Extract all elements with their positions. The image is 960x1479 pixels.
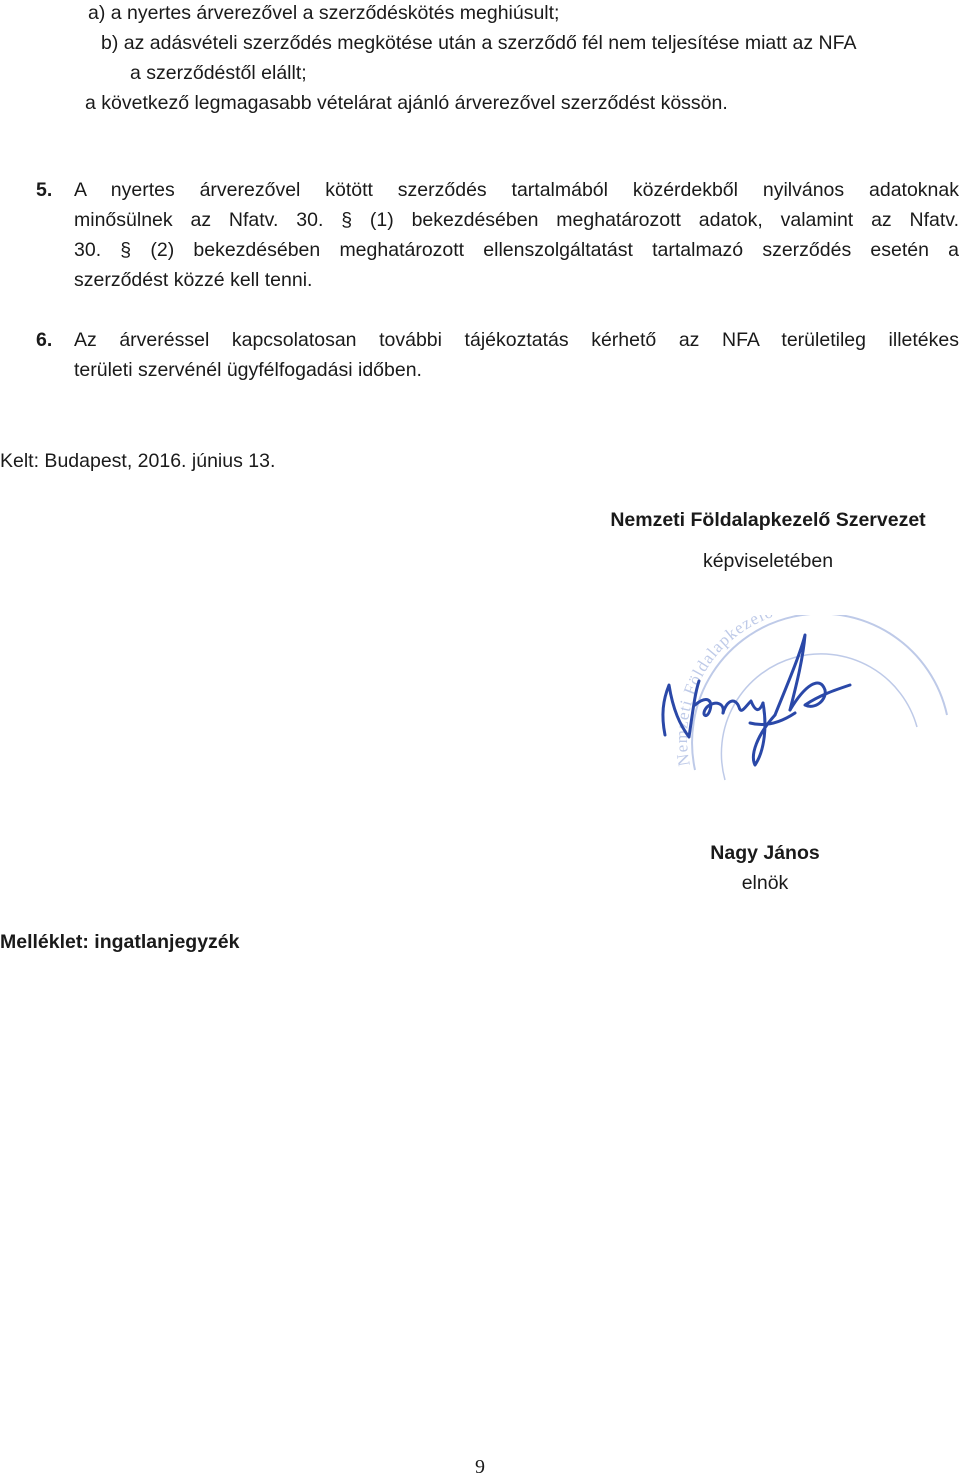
point-6-line: területi szervénél ügyfélfogadási időben.	[74, 359, 422, 381]
list-item-b-line1: b) az adásvételi szerződés megkötése után a szerződő fél nem teljesítése miatt az NFA	[101, 32, 857, 54]
point-5-line: minősülnek az Nfatv. 30. § (1) bekezdésében meghatározott adatok, valamint az Nfatv.	[74, 209, 959, 231]
point-6-line: Az árveréssel kapcsolatosan további tájékoztatás kérhető az NFA területileg illetékes	[74, 329, 959, 351]
point-5-number: 5.	[36, 179, 53, 201]
list-item-a: a) a nyertes árverezővel a szerződéskötés meghiúsult;	[88, 2, 560, 24]
signature-stamp-image	[655, 615, 955, 815]
point-5-line: szerződést közzé kell tenni.	[74, 269, 313, 291]
point-6-number: 6.	[36, 329, 53, 351]
on-behalf-label: képviseletében	[702, 550, 834, 572]
date-line: Kelt: Budapest, 2016. június 13.	[0, 450, 276, 472]
signer-title: elnök	[741, 872, 789, 894]
attachment-label: Melléklet: ingatlanjegyzék	[0, 931, 240, 953]
signer-name: Nagy János	[710, 842, 820, 864]
stamp-seal	[672, 615, 947, 780]
list-conclusion: a következő legmagasabb vételárat ajánló árverezővel szerződést kössön.	[85, 92, 728, 114]
organization-name: Nemzeti Földalapkezelő Szervezet	[610, 509, 926, 531]
point-5-line: 30. § (2) bekezdésében meghatározott ellenszolgáltatást tartalmazó szerződés esetén a	[74, 239, 959, 261]
list-item-b-line2: a szerződéstől elállt;	[130, 62, 307, 84]
page-number: 9	[475, 1456, 485, 1478]
point-5-line: A nyertes árverezővel kötött szerződés tartalmából közérdekből nyilvános adatoknak	[74, 179, 959, 201]
stamp-text: Nemzeti Földalapkezel	[671, 615, 768, 768]
